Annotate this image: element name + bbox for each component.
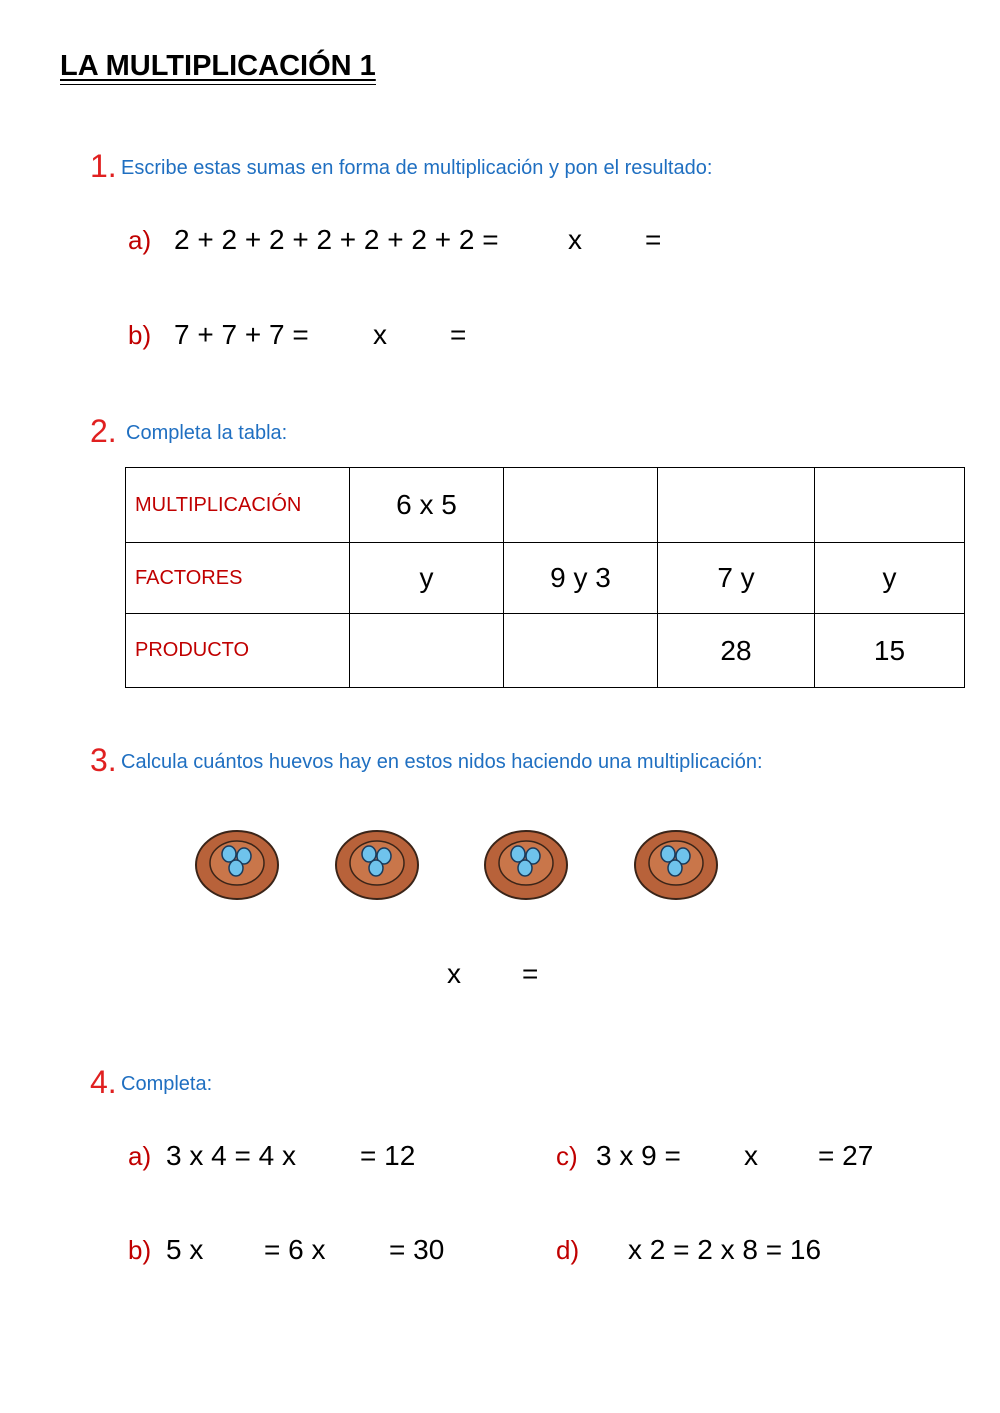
exercise-4c-part1: 3 x 9 = [596,1140,681,1171]
exercise-4a-label: a) [128,1141,152,1171]
exercise-2-instruction: Completa la tabla: [126,422,288,444]
egg-icon [369,860,383,876]
exercise-3-instruction: Calcula cuántos huevos hay en estos nidos haciendo una multiplicación: [121,751,763,773]
egg-icon [668,860,682,876]
exercise-4b-label: b) [128,1235,152,1265]
table-cell-blank[interactable] [504,468,658,543]
exercise-4b-part1: 5 x [166,1234,204,1265]
row-header-producto: PRODUCTO [126,614,350,688]
row-header-multiplicacion: MULTIPLICACIÓN [126,468,350,543]
exercise-1a-label: a) [128,225,152,255]
exercise-3-number: 3. [90,742,117,778]
exercise-1a-equals: = [645,224,662,255]
table-cell-blank[interactable] [658,468,815,543]
table-cell: 28 [658,614,815,688]
exercise-4a-part2: = 12 [360,1140,416,1171]
exercise-4-instruction: Completa: [121,1073,213,1095]
exercise-4b-part2: = 6 x [264,1234,326,1265]
exercise-1b-label: b) [128,320,152,350]
nest-icon [631,827,721,903]
exercise-2-number: 2. [90,413,117,449]
exercise-4c-part3: = 27 [818,1140,874,1171]
exercise-3-times: x [447,958,461,989]
nest-icon [192,827,282,903]
page-title: LA MULTIPLICACIÓN 1 [60,50,376,82]
exercise-4b-part3: = 30 [389,1234,445,1265]
egg-icon [229,860,243,876]
nest-icon [332,827,422,903]
egg-icon [518,860,532,876]
table-row-multiplicacion [126,468,965,543]
exercise-4c-part2: x [744,1140,758,1171]
exercise-1b-equals: = [450,319,467,350]
table-cell-blank[interactable] [350,614,504,688]
row-header-factores: FACTORES [126,543,350,614]
table-cell: 15 [815,614,965,688]
exercise-1b-times: x [373,319,387,350]
exercise-4-number: 4. [90,1064,117,1100]
exercise-4c-label: c) [556,1141,578,1171]
table-cell: 6 x 5 [350,468,504,543]
exercise-4a-part1: 3 x 4 = 4 x [166,1140,296,1171]
exercise-1b-sum: 7 + 7 + 7 = [174,319,309,350]
table-cell[interactable]: y [350,543,504,614]
multiplication-table [125,467,965,688]
table-cell-blank[interactable] [504,614,658,688]
exercise-4d-part1: x 2 = 2 x 8 = 16 [628,1234,822,1265]
table-row-producto [126,614,965,688]
table-row-factores [126,543,965,614]
exercise-1-instruction: Escribe estas sumas en forma de multiplicación y pon el resultado: [121,157,713,179]
exercise-1a-sum: 2 + 2 + 2 + 2 + 2 + 2 + 2 = [174,224,499,255]
exercise-4d-label: d) [556,1235,580,1265]
exercise-1a-times: x [568,224,582,255]
nest-icon [481,827,571,903]
exercise-3-equals: = [522,958,539,989]
table-cell-blank[interactable] [815,468,965,543]
exercise-1-number: 1. [90,148,117,184]
table-cell[interactable]: y [815,543,965,614]
table-cell[interactable]: 7 y [658,543,815,614]
table-cell: 9 y 3 [504,543,658,614]
